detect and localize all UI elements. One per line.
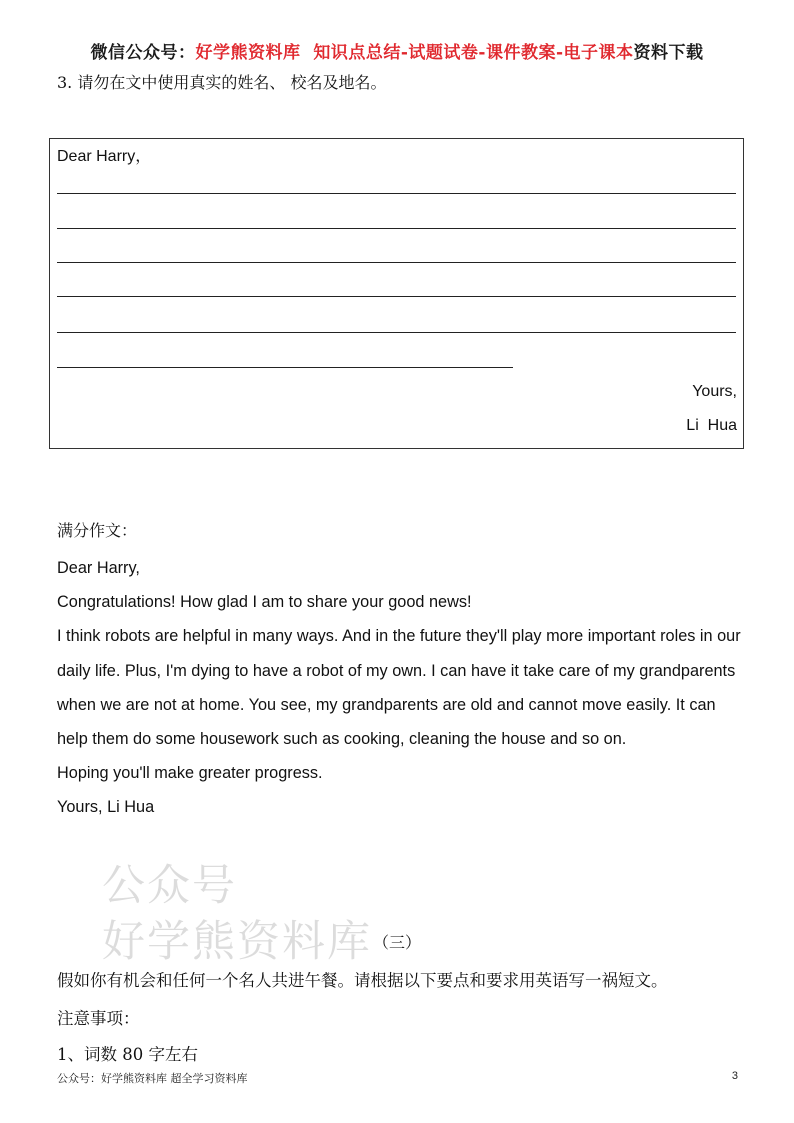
writing-line (57, 332, 736, 333)
model-essay (57, 551, 747, 825)
writing-line (57, 262, 736, 263)
instruction-3: 3. 请勿在文中使用真实的姓名、 校名及地名。 (57, 73, 387, 92)
writing-line (57, 228, 736, 229)
essay-paragraph: I think robots are helpful in many ways. And in the future they'll play more important roles in our daily life. Plus, I'm dying to have a robot of my own. I can have it take care of my grandparents when we are not at home. You see, my grandparents are old and cannot move easily. It can help them do some housework such as cooking, cleaning the house and so on. (57, 627, 741, 749)
section-three-heading: （三） (372, 933, 421, 952)
banner-suffix: 资料下载 (633, 43, 704, 63)
notes-label: 注意事项： (57, 1009, 140, 1028)
letter-closing: Yours, (692, 383, 737, 400)
header-banner (0, 38, 794, 63)
writing-line (57, 296, 736, 297)
banner-categories: 知识点总结-试题试卷-课件教案-电子课本 (313, 43, 634, 63)
requirement-item-1: 1、词数 80 字左右 (57, 1045, 198, 1064)
watermark-line-1: 公众号 (102, 861, 237, 911)
writing-line (57, 367, 513, 368)
essay-paragraph: Hoping you'll make greater progress. (57, 764, 323, 783)
model-essay-label: 满分作文： (57, 521, 138, 540)
banner-prefix: 微信公众号： (90, 43, 196, 63)
letter-template-box (49, 138, 744, 449)
essay-paragraph: Yours, Li Hua (57, 798, 155, 817)
letter-signature: Li Hua (686, 417, 737, 434)
page-number: 3 (731, 1070, 738, 1082)
essay-paragraph: Dear Harry, (57, 559, 140, 577)
letter-salutation: Dear Harry， (57, 148, 152, 165)
writing-line (57, 193, 736, 194)
footer-text: 公众号：好学熊资料库 超全学习资料库 (57, 1072, 248, 1085)
watermark-line-2: 好学熊资料库 (102, 917, 372, 967)
section-three-prompt: 假如你有机会和任何一个名人共进午餐。请根据以下要点和要求用英语写一祸短文。 (57, 971, 668, 990)
banner-name: 好学熊资料库 (195, 43, 301, 63)
essay-paragraph: Congratulations! How glad I am to share your good news! (57, 593, 472, 612)
